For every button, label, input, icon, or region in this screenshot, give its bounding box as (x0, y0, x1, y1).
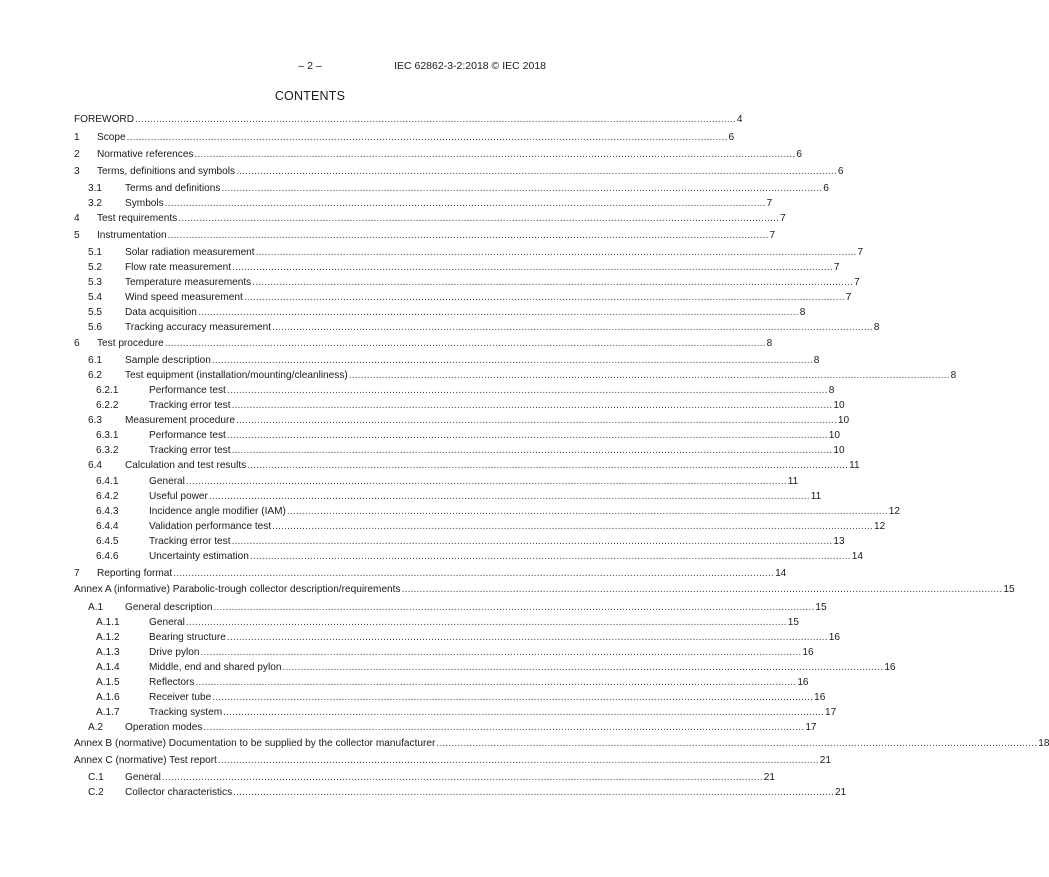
toc-leader-dots: ........................................................................................................................................................................................................ (195, 677, 797, 688)
toc-entry[interactable] (74, 645, 814, 660)
toc-leader-dots: ........................................................................................................................................................................................................ (436, 738, 1038, 749)
toc-entry[interactable] (74, 504, 900, 519)
toc-leader-dots: ........................................................................................................................................................................................................ (167, 230, 769, 241)
toc-entry-page: 16 (814, 692, 826, 703)
toc-entry[interactable] (74, 630, 840, 645)
toc-entry-page: 10 (828, 430, 840, 441)
toc-entry-page: 6 (796, 149, 802, 160)
toc-entry-number: 5.3 (88, 277, 103, 288)
toc-leader-dots: ........................................................................................................................................................................................................ (178, 213, 780, 224)
toc-entry[interactable] (74, 196, 773, 211)
toc-entry-number: 5 (74, 230, 80, 241)
toc-entry-number: 6.4 (88, 460, 103, 471)
toc-entry-number: 5.6 (88, 322, 103, 333)
toc-leader-dots: ........................................................................................................................................................................................................ (226, 632, 828, 643)
toc-entry[interactable] (74, 398, 845, 413)
toc-entry-title: Annex C (normative) Test report (74, 755, 217, 766)
toc-entry[interactable] (74, 534, 845, 549)
toc-entry-number: 3 (74, 166, 80, 177)
toc-entry[interactable] (74, 474, 799, 489)
toc-entry-number: A.1.4 (96, 662, 120, 673)
toc-entry-number: A.1.1 (96, 617, 120, 628)
toc-leader-dots: ........................................................................................................................................................................................................ (232, 262, 833, 273)
toc-entry-page: 4 (736, 114, 743, 125)
toc-entry[interactable] (74, 736, 1049, 751)
toc-entry-title: Calculation and test results (125, 460, 247, 471)
toc-entry-page: 14 (851, 551, 863, 562)
toc-entry-page: 7 (857, 247, 864, 258)
toc-leader-dots: ........................................................................................................................................................................................................ (161, 772, 763, 783)
toc-leader-dots: ........................................................................................................................................................................................................ (401, 584, 1003, 595)
toc-entry-title: Performance test (149, 385, 226, 396)
toc-entry[interactable] (74, 164, 844, 179)
toc-leader-dots: ........................................................................................................................................................................................................ (247, 460, 849, 471)
toc-entry[interactable] (74, 353, 820, 368)
toc-leader-dots: ........................................................................................................................................................................................................ (135, 114, 736, 125)
toc-entry-title: General (149, 476, 185, 487)
toc-leader-dots: ........................................................................................................................................................................................................ (348, 370, 950, 381)
toc-entry-title: Tracking error test (149, 445, 231, 456)
toc-entry-number: 1 (74, 132, 80, 143)
toc-entry[interactable] (74, 458, 860, 473)
toc-entry-title: Sample description (125, 355, 211, 366)
toc-leader-dots: ........................................................................................................................................................................................................ (173, 568, 775, 579)
toc-entry-page: 7 (769, 230, 776, 241)
toc-entry-number: 5.5 (88, 307, 103, 318)
toc-leader-dots: ........................................................................................................................................................................................................ (255, 247, 857, 258)
toc-entry-page: 18 (1038, 738, 1049, 749)
toc-entry[interactable] (74, 336, 773, 351)
toc-entry[interactable] (74, 228, 776, 243)
toc-entry-page: 17 (805, 722, 817, 733)
toc-entry-page: 11 (787, 476, 799, 487)
toc-entry-title: Uncertainty estimation (149, 551, 249, 562)
toc-entry[interactable] (74, 770, 776, 785)
toc-entry[interactable] (74, 290, 852, 305)
toc-entry-title: Receiver tube (149, 692, 212, 703)
toc-leader-dots: ........................................................................................................................................................................................................ (231, 536, 833, 547)
toc-leader-dots: ........................................................................................................................................................................................................ (194, 149, 796, 160)
toc-entry-number: A.1.2 (96, 632, 120, 643)
toc-entry-page: 14 (775, 568, 787, 579)
toc-entry[interactable] (74, 705, 837, 720)
toc-leader-dots: ........................................................................................................................................................................................................ (208, 491, 810, 502)
toc-entry[interactable] (74, 443, 845, 458)
toc-entry-title: Validation performance test (149, 521, 272, 532)
toc-entry[interactable] (74, 582, 1015, 597)
toc-entry[interactable] (74, 112, 743, 127)
toc-leader-dots: ........................................................................................................................................................................................................ (243, 292, 845, 303)
toc-leader-dots: ........................................................................................................................................................................................................ (282, 662, 884, 673)
toc-entry-page: 8 (873, 322, 880, 333)
toc-entry-title: Terms and definitions (125, 183, 221, 194)
toc-entry-number: A.1.5 (96, 677, 120, 688)
toc-entry-title: Tracking error test (149, 400, 231, 411)
toc-entry-page: 16 (884, 662, 896, 673)
toc-leader-dots: ........................................................................................................................................................................................................ (223, 707, 824, 718)
toc-entry-title: Test procedure (97, 338, 164, 349)
toc-entry[interactable] (74, 690, 826, 705)
toc-entry-title: Collector characteristics (125, 787, 233, 798)
toc-entry[interactable] (74, 147, 802, 162)
toc-entry-title: Tracking accuracy measurement (125, 322, 272, 333)
toc-entry-page: 21 (819, 755, 831, 766)
toc-leader-dots: ........................................................................................................................................................................................................ (126, 132, 728, 143)
toc-leader-dots: ........................................................................................................................................................................................................ (231, 445, 833, 456)
toc-entry-number: C.2 (88, 787, 104, 798)
toc-entry-title: Scope (97, 132, 126, 143)
toc-entry-number: 5.1 (88, 247, 103, 258)
toc-leader-dots: ........................................................................................................................................................................................................ (233, 787, 835, 798)
toc-entry-title: Reporting format (97, 568, 173, 579)
toc-entry-title: Performance test (149, 430, 226, 441)
toc-entry-number: A.1.7 (96, 707, 120, 718)
toc-entry[interactable] (74, 566, 787, 581)
toc-entry-number: A.1.6 (96, 692, 120, 703)
toc-entry-page: 7 (766, 198, 773, 209)
toc-entry[interactable] (74, 428, 840, 443)
toc-entry-title: Symbols (125, 198, 164, 209)
toc-leader-dots: ........................................................................................................................................................................................................ (203, 722, 805, 733)
toc-leader-dots: ........................................................................................................................................................................................................ (221, 183, 823, 194)
toc-entry-page: 16 (802, 647, 814, 658)
toc-entry[interactable] (74, 305, 806, 320)
toc-entry-title: Test requirements (97, 213, 178, 224)
toc-entry-number: 6.2.2 (96, 400, 119, 411)
toc-entry-title: Useful power (149, 491, 208, 502)
toc-entry-title: General description (125, 602, 213, 613)
toc-entry-page: 16 (797, 677, 809, 688)
toc-entry-page: 11 (849, 460, 860, 471)
toc-entry-number: 3.2 (88, 198, 103, 209)
toc-entry-page: 10 (833, 400, 845, 411)
toc-entry-title: Drive pylon (149, 647, 200, 658)
toc-entry-number: 5.4 (88, 292, 103, 303)
toc-entry-number: 6.1 (88, 355, 103, 366)
toc-entry[interactable] (74, 600, 827, 615)
toc-entry[interactable] (74, 615, 800, 630)
toc-entry[interactable] (74, 245, 864, 260)
toc-leader-dots: ........................................................................................................................................................................................................ (213, 602, 815, 613)
toc-entry[interactable] (74, 260, 840, 275)
toc-entry-title: Tracking error test (149, 536, 231, 547)
toc-entry-page: 17 (824, 707, 837, 718)
toc-leader-dots: ........................................................................................................................................................................................................ (286, 506, 888, 517)
toc-entry-title: Temperature measurements (125, 277, 252, 288)
toc-entry-page: 8 (766, 338, 773, 349)
toc-entry[interactable] (74, 211, 786, 226)
toc-entry-number: 6.3.2 (96, 445, 119, 456)
toc-entry-title: FOREWORD (74, 114, 134, 125)
toc-entry-page: 15 (1003, 584, 1015, 595)
toc-entry-number: C.1 (88, 772, 104, 783)
toc-entry-number: 6.2 (88, 370, 103, 381)
toc-entry[interactable] (74, 660, 896, 675)
toc-leader-dots: ........................................................................................................................................................................................................ (211, 355, 813, 366)
toc-entry[interactable] (74, 368, 957, 383)
toc-entry-number: 3.1 (88, 183, 103, 194)
toc-entry-page: 12 (874, 521, 886, 532)
toc-entry-title: Tracking system (149, 707, 223, 718)
toc-entry[interactable] (74, 549, 863, 564)
toc-entry-page: 10 (837, 415, 850, 426)
toc-leader-dots: ........................................................................................................................................................................................................ (164, 198, 766, 209)
toc-entry-title: Annex B (normative) Documentation to be supplied by the collector manufacturer (74, 738, 436, 749)
toc-leader-dots: ........................................................................................................................................................................................................ (185, 617, 787, 628)
toc-entry-title: Instrumentation (97, 230, 167, 241)
toc-leader-dots: ........................................................................................................................................................................................................ (217, 755, 819, 766)
toc-entry-title: Normative references (97, 149, 194, 160)
toc-entry-title: Solar radiation measurement (125, 247, 255, 258)
toc-entry-title: Bearing structure (149, 632, 226, 643)
toc-entry[interactable] (74, 130, 735, 145)
toc-leader-dots: ........................................................................................................................................................................................................ (272, 521, 874, 532)
toc-entry[interactable] (74, 785, 847, 800)
toc-entry-number: 6.3 (88, 415, 103, 426)
toc-entry-number: 6.4.5 (96, 536, 119, 547)
toc-entry-page: 7 (833, 262, 840, 273)
toc-leader-dots: ........................................................................................................................................................................................................ (249, 551, 851, 562)
toc-entry-title: Terms, definitions and symbols (97, 166, 236, 177)
toc-entry-page: 6 (728, 132, 735, 143)
toc-leader-dots: ........................................................................................................................................................................................................ (164, 338, 766, 349)
toc-entry-number: 6.4.1 (96, 476, 119, 487)
toc-leader-dots: ........................................................................................................................................................................................................ (200, 647, 802, 658)
toc-entry-number: 2 (74, 149, 80, 160)
toc-entry-page: 11 (810, 491, 822, 502)
toc-leader-dots: ........................................................................................................................................................................................................ (236, 166, 837, 177)
toc-entry-number: 6 (74, 338, 80, 349)
toc-leader-dots: ........................................................................................................................................................................................................ (197, 307, 799, 318)
toc-entry[interactable] (74, 753, 831, 768)
toc-entry-number: 6.4.4 (96, 521, 119, 532)
toc-entry-title: General (149, 617, 185, 628)
toc-entry-title: Flow rate measurement (125, 262, 232, 273)
toc-entry-page: 15 (787, 617, 800, 628)
toc-leader-dots: ........................................................................................................................................................................................................ (252, 277, 854, 288)
toc-leader-dots: ........................................................................................................................................................................................................ (272, 322, 873, 333)
toc-entry-page: 12 (888, 506, 900, 517)
toc-entry-page: 15 (815, 602, 827, 613)
toc-entry-number: A.1 (88, 602, 104, 613)
toc-entry-page: 8 (799, 307, 806, 318)
toc-entry[interactable] (74, 383, 835, 398)
toc-entry-number: 7 (74, 568, 80, 579)
toc-entry-page: 7 (780, 213, 786, 224)
toc-entry-page: 21 (835, 787, 847, 798)
toc-leader-dots: ........................................................................................................................................................................................................ (226, 430, 828, 441)
toc-entry-number: A.1.3 (96, 647, 120, 658)
toc-entry-number: 6.3.1 (96, 430, 119, 441)
toc-entry-title: Reflectors (149, 677, 195, 688)
toc-entry-title: Operation modes (125, 722, 203, 733)
toc-leader-dots: ........................................................................................................................................................................................................ (185, 476, 787, 487)
toc-entry-title: Measurement procedure (125, 415, 235, 426)
toc-entry[interactable] (74, 489, 822, 504)
toc-entry-number: A.2 (88, 722, 104, 733)
toc-leader-dots: ........................................................................................................................................................................................................ (231, 400, 833, 411)
toc-entry-page: 7 (845, 292, 852, 303)
toc-entry-page: 8 (950, 370, 957, 381)
toc-entry-title: Incidence angle modifier (IAM) (149, 506, 286, 517)
standard-reference: IEC 62862-3-2:2018 © IEC 2018 (394, 60, 546, 72)
toc-entry[interactable] (74, 275, 860, 290)
toc-entry[interactable] (74, 320, 880, 335)
toc-entry[interactable] (74, 675, 809, 690)
toc-leader-dots: ........................................................................................................................................................................................................ (212, 692, 814, 703)
toc-entry-page: 7 (854, 277, 860, 288)
toc-entry-page: 10 (833, 445, 845, 456)
toc-entry-page: 6 (837, 166, 844, 177)
toc-leader-dots: ........................................................................................................................................................................................................ (235, 415, 837, 426)
toc-entry-title: Test equipment (installation/mounting/cleanliness) (125, 370, 348, 381)
toc-entry-title: Wind speed measurement (125, 292, 243, 303)
toc-entry-number: 6.4.2 (96, 491, 119, 502)
toc-entry-number: 5.2 (88, 262, 103, 273)
toc-entry-page: 16 (828, 632, 840, 643)
toc-entry-page: 13 (833, 536, 845, 547)
toc-entry-number: 4 (74, 213, 80, 224)
toc-entry-number: 6.4.6 (96, 551, 119, 562)
toc-entry-title: General (125, 772, 161, 783)
toc-entry-page: 8 (813, 355, 820, 366)
toc-entry[interactable] (74, 181, 829, 196)
toc-entry-title: Middle, end and shared pylon (149, 662, 282, 673)
toc-entry[interactable] (74, 720, 817, 735)
toc-entry-page: 8 (828, 385, 835, 396)
toc-entry-number: 6.2.1 (96, 385, 119, 396)
toc-entry-number: 6.4.3 (96, 506, 119, 517)
toc-entry-title: Annex A (informative) Parabolic-trough collector description/requirements (74, 584, 401, 595)
toc-entry-title: Data acquisition (125, 307, 197, 318)
toc-entry[interactable] (74, 413, 850, 428)
page-number: – 2 – (298, 60, 322, 72)
toc-leader-dots: ........................................................................................................................................................................................................ (226, 385, 828, 396)
toc-entry-page: 6 (823, 183, 829, 194)
contents-title: CONTENTS (274, 89, 346, 103)
toc-entry[interactable] (74, 519, 886, 534)
toc-entry-page: 21 (763, 772, 776, 783)
